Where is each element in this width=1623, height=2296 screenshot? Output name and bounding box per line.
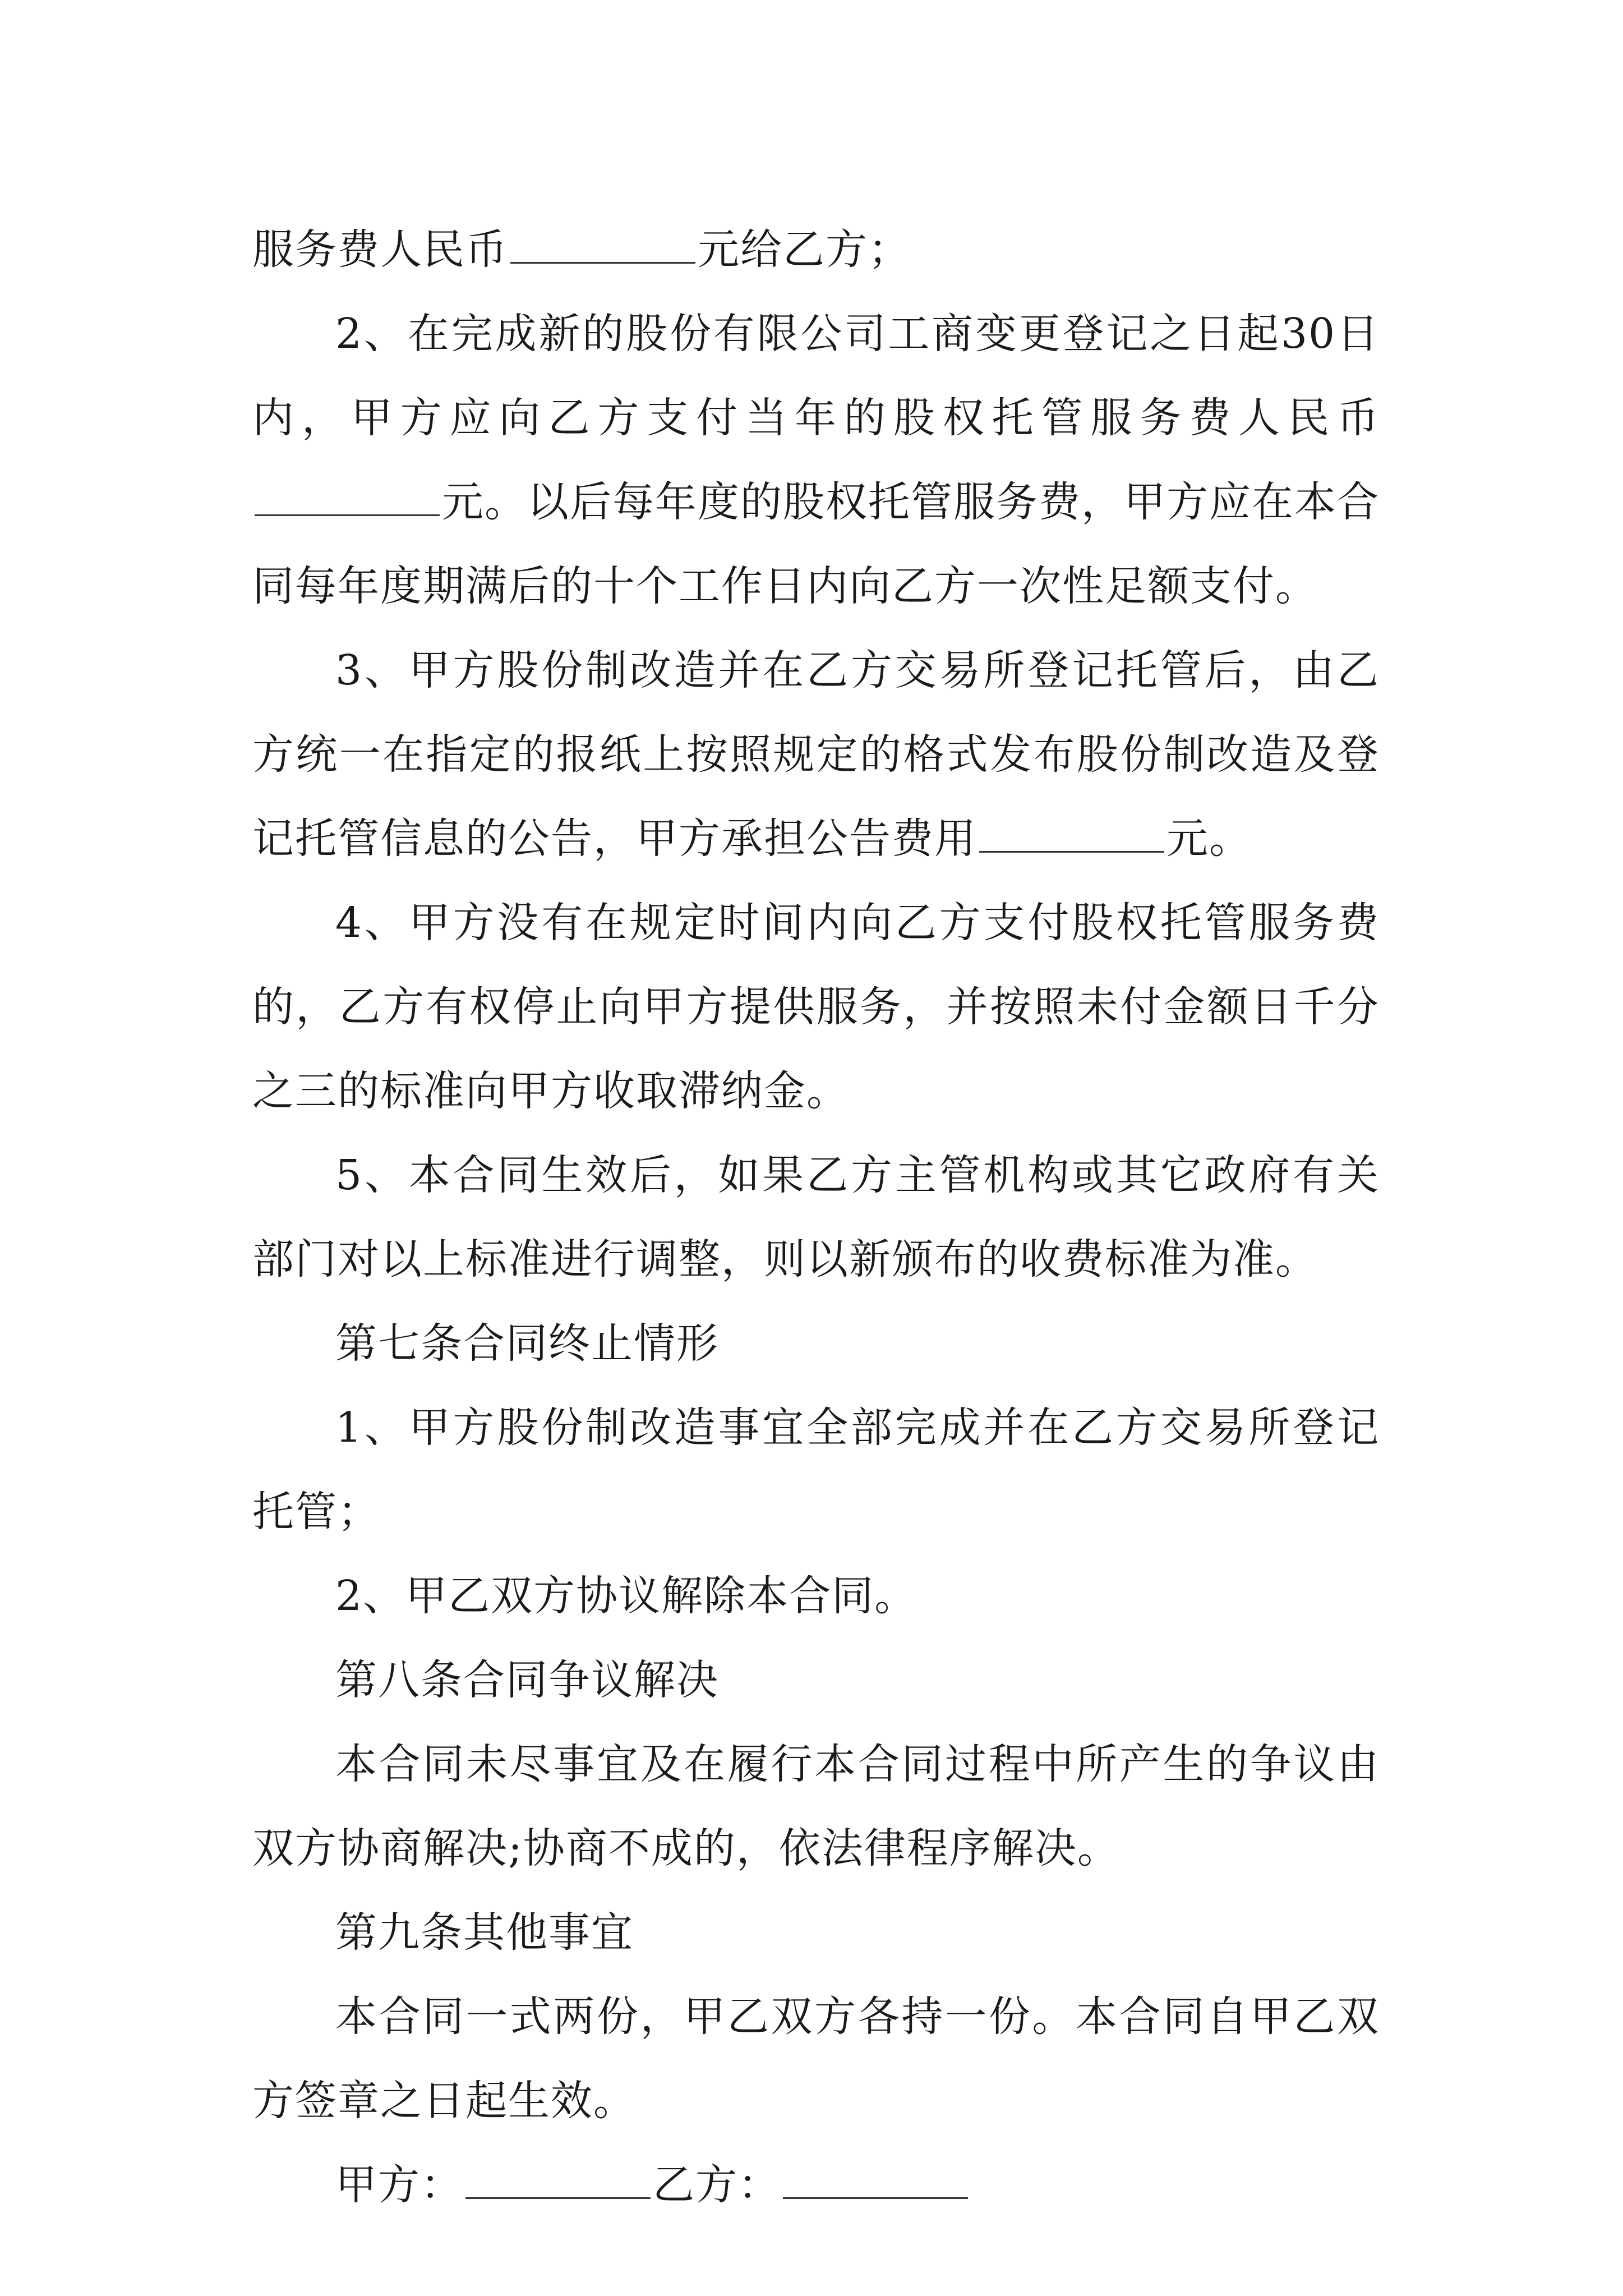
party-a-label: 甲方：	[335, 2161, 463, 2209]
text-segment: 元。以后每年度的股权托管服务费，甲方应在本合同每年度期满后的十个工作日内向乙方一次性足额支付。	[252, 478, 1380, 610]
text-segment: 服务费人民币	[252, 226, 508, 274]
paragraph-clause-4: 4、甲方没有在规定时间内向乙方支付股权托管服务费的，乙方有权停止向甲方提供服务，并按照未付金额日千分之三的标准向甲方收取滞纳金。	[252, 899, 1380, 1115]
signature-line	[252, 2143, 1380, 2227]
text-segment: 元给乙方；	[698, 226, 911, 274]
heading-article-7: 第七条合同终止情形	[335, 1319, 719, 1368]
heading-article-9: 第九条其他事宜	[335, 1908, 634, 1957]
paragraph-dispute: 本合同未尽事宜及在履行本合同过程中所产生的争议由双方协商解决;协商不成的，依法律程序解决。	[252, 1740, 1380, 1872]
paragraph-clause-2	[252, 292, 1380, 628]
party-b-blank	[783, 2162, 968, 2199]
paragraph-other-matters: 本合同一式两份，甲乙双方各持一份。本合同自甲乙双方签章之日起生效。	[252, 1993, 1380, 2125]
heading-article-8: 第八条合同争议解决	[335, 1656, 719, 1704]
paragraph-termination-2: 2、甲乙双方协议解除本合同。	[335, 1572, 917, 1620]
text-segment: 元。	[1166, 815, 1252, 863]
document-body	[252, 208, 1380, 2227]
paragraph-fee-continuation	[252, 208, 1380, 292]
text-segment: 2、在完成新的股份有限公司工商变更登记之日起30日内，甲方应向乙方支付当年的股权托管服务费人民币	[252, 310, 1380, 442]
paragraph-clause-5: 5、本合同生效后，如果乙方主管机构或其它政府有关部门对以上标准进行调整，则以新颁布的收费标准为准。	[252, 1151, 1380, 1283]
party-a-blank	[465, 2162, 651, 2199]
blank-line	[979, 816, 1164, 853]
party-b-label: 乙方：	[653, 2161, 781, 2209]
blank-line	[510, 227, 695, 264]
text-segment: 3、甲方股份制改造并在乙方交易所登记托管后，由乙方统一在指定的报纸上按照规定的格式发布股份制改造及登记托管信息的公告，甲方承担公告费用	[252, 646, 1380, 863]
paragraph-termination-1: 1、甲方股份制改造事宜全部完成并在乙方交易所登记托管；	[252, 1404, 1380, 1536]
blank-line	[255, 480, 440, 516]
paragraph-clause-3	[252, 628, 1380, 881]
